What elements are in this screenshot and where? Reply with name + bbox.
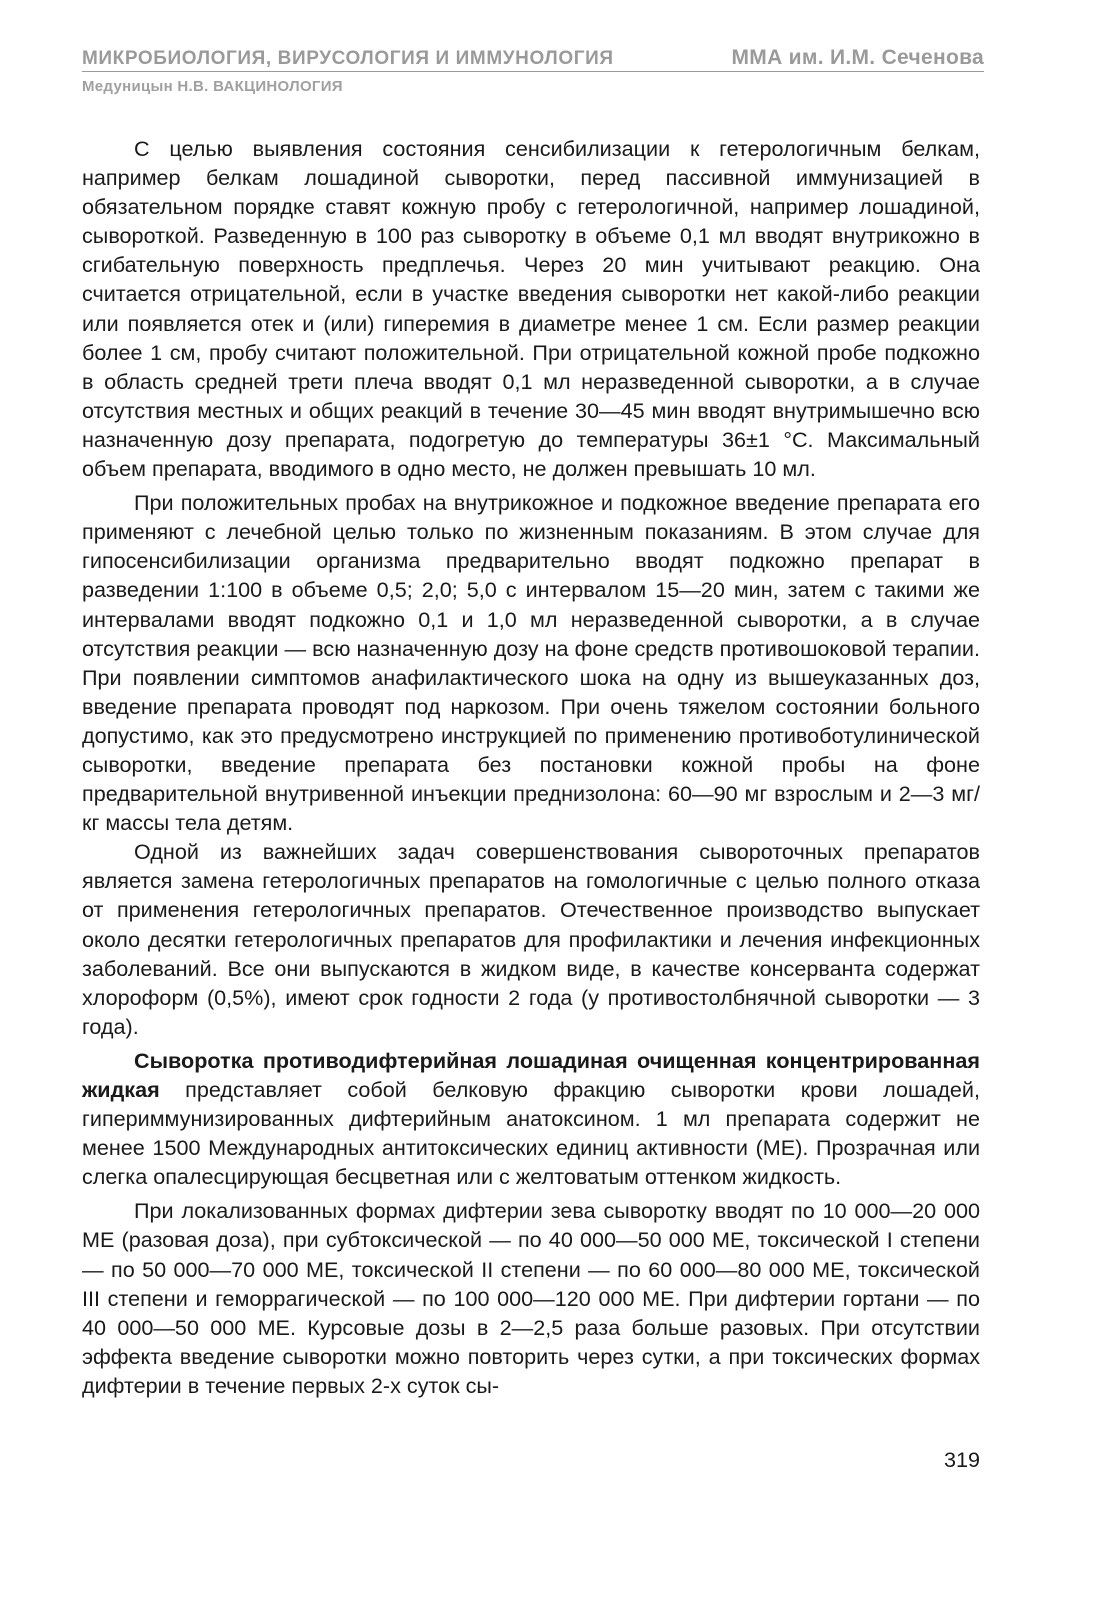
header-row — [82, 46, 984, 72]
paragraph-diphtheria-serum — [82, 1046, 980, 1191]
paragraph-serum-description: представляет собой белковую фракцию сыворотки крови лошадей, гипериммунизированных дифтерийным анатоксином. 1 мл препарата содержит не менее 1500 Международных антитоксических единиц активности (МЕ). Прозрачная или слегка опалесцирующая бесцветная или с желтоватым оттенком жидкость. — [82, 1077, 980, 1190]
paragraph-dosage: При локализованных формах дифтерии зева сыворотку вводят по 10 000—20 000 МЕ (разовая доза), при субтоксической — по 40 000—50 000 МЕ, токсической I степени — по 50 000—70 000 МЕ, токсической II степени — по 60 000—80 000 МЕ, токсической III степени и геморрагической — по 100 000—120 000 МЕ. При дифтерии гортани — по 40 000—50 000 МЕ. Курсовые дозы в 2—2,5 раза больше разовых. При отсутствии эффекта введение сыворотки можно повторить через сутки, а при токсических формах дифтерии в течение первых 2-х суток сы- — [82, 1198, 980, 1398]
running-header — [82, 46, 984, 95]
paragraph-bold-lead: Сыворотка противодифтерийная лошадиная очищенная концентрированная жидкая — [82, 1047, 980, 1102]
paragraph-homologous-replacement: Одной из важнейших задач совершенствования сывороточных препаратов является замена гетерологичных препаратов на гомологичные с целью полного отказа от применения гетерологичных препаратов. Отечественное производство выпускает около десятки гетерологичных препаратов для профилактики и лечения инфекционных заболеваний. Все они выпускаются в жидком виде, в качестве консерванта содержат хлороформ (0,5%), имеют срок годности 2 года (у противостолбнячной сыворотки — 3 года). — [82, 839, 980, 1039]
paragraph-skin-test: С целью выявления состояния сенсибилизации к гетерологичным белкам, например белкам лошадиной сыворотки, перед пассивной иммунизацией в обязательном порядке ставят кожную пробу с гетерологичной, например лошадиной, сывороткой. Разведенную в 100 раз сыворотку в объеме 0,1 мл вводят внутрикожно в сгибательную поверхность предплечья. Через 20 мин учитывают реакцию. Она считается отрицательной, если в участке введения сыворотки нет какой-либо реакции или появляется отек и (или) гиперемия в диаметре менее 1 см. Если размер реакции более 1 см, пробу считают положительной. При отрицательной кожной пробе подкожно в область средней трети плеча вводят 0,1 мл неразведенной сыворотки, а в случае отсутствия местных и общих реакций в течение 30—45 мин вводят внутримышечно всю назначенную дозу препарата, подогретую до температуры 36±1 °С. Максимальный объем препарата, вводимого в одно место, не должен превышать 10 мл. — [82, 136, 980, 482]
page-number: 319 — [943, 1447, 980, 1472]
header-book-title: Медуницын Н.В. ВАКЦИНОЛОГИЯ — [82, 78, 343, 95]
paragraph-positive-tests: При положительных пробах на внутрикожное и подкожное введение препарата его применяют с лечебной целью только по жизненным показаниям. В этом случае для гипосенсибилизации организма предварительно вводят подкожно препарат в разведении 1:100 в объеме 0,5; 2,0; 5,0 с интервалом 15—20 мин, затем с такими же интервалами вводят подкожно 0,1 и 1,0 мл неразведенной сыворотки, а в случае отсутствия реакции — всю назначенную дозу на фоне средств противошоковой терапии. При появлении симптомов анафилактического шока на одну из вышеуказанных доз, введение препарата проводят под наркозом. При очень тяжелом состоянии больного допустимо, как это предусмотрено инструкцией по применению противоботулинической сыворотки, введение препарата без постановки кожной пробы на фоне предварительной внутривенной инъекции преднизолона: 60—90 мг взрослым и 2—3 мг/кг массы тела детям. — [82, 490, 980, 836]
header-institution: ММА им. И.М. Сеченова — [731, 46, 984, 69]
header-course-title: МИКРОБИОЛОГИЯ, ВИРУСОЛОГИЯ И ИММУНОЛОГИЯ — [82, 48, 614, 69]
page-body — [82, 134, 980, 1400]
